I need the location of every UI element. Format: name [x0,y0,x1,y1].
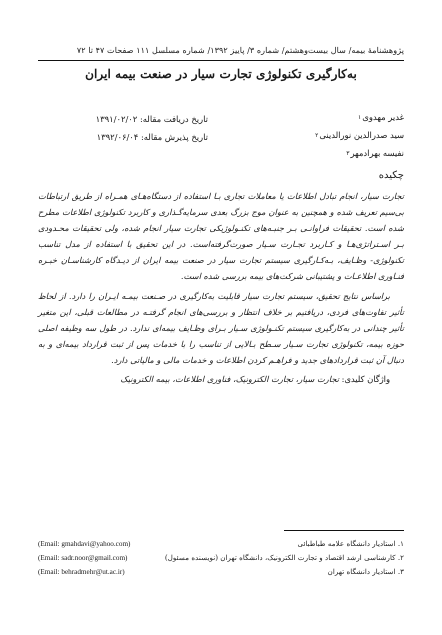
footnote-3 [38,565,404,579]
footnotes [38,537,404,579]
abstract-paragraph-2: براساس نتایج تحقیق، سیستم تجارت سیار قابلیت به‌کارگیری در صـنعت بیمـه ایـران را دارد. از لحاظ تأثیر تفاوت‌های فردی، دریافتیم بر خلاف انتظار و بررسی‌های انجام گرفتـه در مطالعات قبلی، این متغیر تأثیر چندانی در به‌کارگیری سیستم تکنـولوژی سـیار بـرای وظـایف بیمه‌ای ندارد. در طول سه وظیفه اصلی حوزه بیمه، تکنولوژی تجارت سـیار سـطح بـالایی از تناسب را با خدمات پس از ثبت قرارداد بیمه‌ای و به دنبال آن ثبت قراردادهای جدید و فراهـم کردن اطلاعات و خدمات مالی و مالیاتی دارد. [38,290,404,365]
accepted-date: تاریخ پذیرش مقاله: ۱۳۹۲/۰۶/۰۴ [96,132,208,142]
author-sup: ۱ [358,114,362,121]
received-date: تاریخ دریافت مقاله: ۱۳۹۱/۰۲/۰۲ [95,114,208,124]
footnote-text: ۳. استادیار دانشگاه تهران [327,567,404,576]
footnote-divider [284,530,404,531]
keywords-list: تجارت سیار، تجارت الکترونیک، فناوری اطلاعات، بیمه الکترونیک [120,374,339,385]
abstract-paragraph-1: تجارت سیار، انجام تبادل اطلاعات یا معاملات تجاری بـا استفاده از دستگاه‌هـای همـراه از طریق ارتباطات بی‌سیم تعریف شده و همچنین به عنوان موج بزرگ بعدی سرمایه‌گـذاری و کاربرد تکنولوژی اطلاعات مطرح شده است. تحقیقات فراوانـی بـر جنبـه‌های تکنـولوژیکی تجارت سیار انجام شده، ولی تحقیقات محـدودی بـر اسـتراتژی‌هـا و کـاربرد تجـارت سـیار صورت‌گرفته‌است. در این تحقیق با استفاده از مدل تناسب تکنولوژی- وظـایف، بـه‌کـارگیری سیستم تجارت سیار در صنعت بیمه ایران از دیـدگاه کارشناسـان خبـره فنـاوری اطلاعـات و پشتیبانی شرکت‌های بیمه بررسی شده است. [38,191,404,282]
footnote-email: (Email: sadr.noor@gmail.com) [38,554,128,562]
author-list [244,110,404,164]
footnote-email: (Email: gmahdavi@yahoo.com) [38,540,131,548]
keywords-label: واژگان کلیدی: [341,374,390,385]
keywords [38,371,404,387]
abstract-heading: چکیده [378,170,404,181]
paper-title: به‌کارگیری تکنولوژی تجارت سیار در صنعت بیمه ایران [85,67,357,81]
submission-dates [38,110,208,146]
author-sup: ۲ [315,132,319,139]
footnote-text: ۱. استادیار دانشگاه علامه طباطبائی [297,539,404,548]
author-3 [244,146,404,164]
author-name: نفیسه بهرادمهر [350,148,404,158]
footnote-1 [38,537,404,551]
author-1 [244,110,404,128]
author-name: غدیر مهدوی [362,112,404,122]
footnote-2 [38,551,404,565]
author-2 [244,128,404,146]
abstract-body [38,188,404,387]
running-header: پژوهشنامهٔ بیمه/ سال بیست‌وهشتم/ شماره ۳/ پاییز ۱۳۹۲/ شماره مسلسل ۱۱۱ صفحات ۴۷ تا ۷۲ [38,44,404,61]
author-sup: ۳ [346,150,350,157]
footnote-email: (Email: behradmehr@ut.ac.ir) [38,568,125,576]
footnote-text: ۲. کارشناسی ارشد اقتصاد و تجارت الکترونیک، دانشگاه تهران (نویسنده مسئول) [164,553,404,562]
author-name: سید صدرالدین نورالدینی [319,130,404,140]
